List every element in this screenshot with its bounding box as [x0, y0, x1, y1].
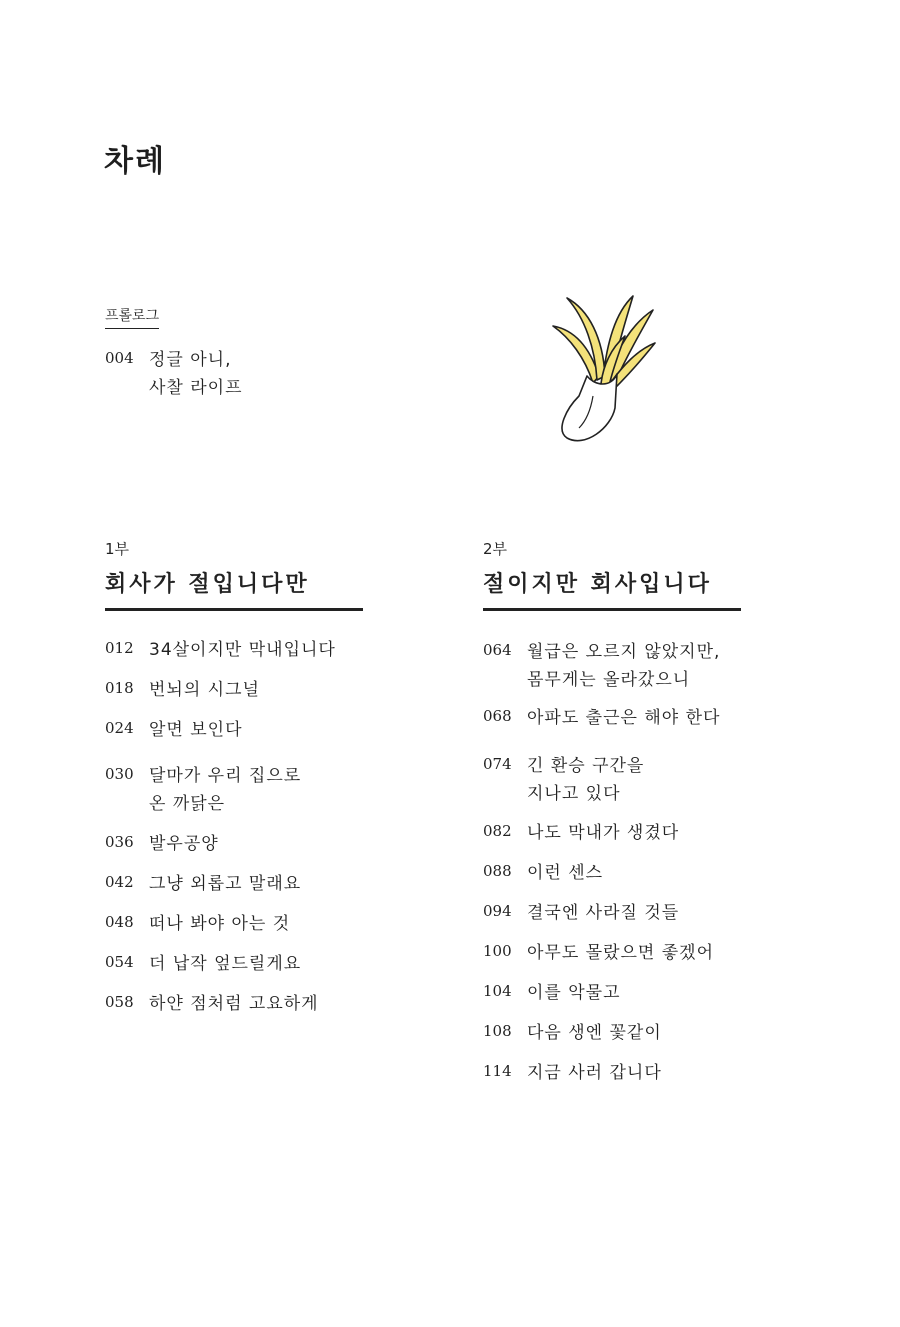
entry-page-number: 068 [483, 707, 512, 725]
toc-entry[interactable] [105, 910, 290, 938]
part-1-header [105, 538, 363, 611]
part-label: 2부 [483, 540, 508, 558]
prologue-entry[interactable] [105, 346, 243, 402]
entry-page-number: 048 [105, 913, 134, 931]
entry-title: 번뇌의 시그널 [149, 680, 260, 700]
toc-entry[interactable] [105, 990, 319, 1018]
entry-title: 나도 막내가 생겼다 [527, 823, 680, 843]
page-title: 차례 [104, 144, 166, 179]
entry-page-number: 030 [105, 765, 134, 783]
entry-title: 정글 아니, 사찰 라이프 [149, 350, 243, 398]
entry-page-number: 064 [483, 641, 512, 659]
entry-title: 긴 환승 구간을 지나고 있다 [527, 756, 645, 804]
entry-title: 아파도 출근은 해야 한다 [527, 708, 721, 728]
entry-page-number: 094 [483, 902, 512, 920]
entry-title: 아무도 몰랐으면 좋겠어 [527, 943, 715, 963]
entry-title: 달마가 우리 집으로 온 까닭은 [149, 766, 302, 814]
toc-entry[interactable] [483, 899, 679, 927]
toc-entry[interactable] [483, 1059, 662, 1087]
entry-page-number: 074 [483, 755, 512, 773]
entry-page-number: 042 [105, 873, 134, 891]
entry-page-number: 012 [105, 639, 134, 657]
entry-title: 이를 악물고 [527, 983, 621, 1003]
plant-illustration [545, 288, 660, 448]
entry-page-number: 058 [105, 993, 134, 1011]
toc-entry[interactable] [105, 636, 336, 664]
entry-page-number: 004 [105, 349, 134, 367]
entry-page-number: 100 [483, 942, 512, 960]
entry-page-number: 088 [483, 862, 512, 880]
toc-entry[interactable] [483, 939, 714, 967]
toc-entry[interactable] [105, 950, 301, 978]
toc-entry[interactable] [483, 819, 679, 847]
part-title: 절이지만 회사입니다 [483, 567, 741, 611]
entry-title: 결국엔 사라질 것들 [527, 903, 680, 923]
entry-title: 월급은 오르지 않았지만, 몸무게는 올라갔으니 [527, 642, 721, 690]
entry-page-number: 054 [105, 953, 134, 971]
entry-page-number: 036 [105, 833, 134, 851]
part-2-header [483, 538, 741, 611]
entry-page-number: 108 [483, 1022, 512, 1040]
entry-page-number: 082 [483, 822, 512, 840]
toc-entry[interactable] [483, 1019, 662, 1047]
entry-title: 알면 보인다 [149, 720, 243, 740]
toc-entry[interactable] [483, 859, 603, 887]
entry-title: 하얀 점처럼 고요하게 [149, 994, 319, 1014]
toc-entry[interactable] [105, 676, 260, 704]
toc-entry[interactable] [105, 762, 301, 818]
toc-entry[interactable] [483, 979, 621, 1007]
prologue-label: 프롤로그 [105, 305, 159, 329]
entry-title: 다음 생엔 꽃같이 [527, 1023, 662, 1043]
entry-page-number: 024 [105, 719, 134, 737]
entry-title: 지금 사러 갑니다 [527, 1063, 662, 1083]
entry-title: 이런 센스 [527, 863, 604, 883]
entry-title: 떠나 봐야 아는 것 [149, 914, 291, 934]
entry-page-number: 018 [105, 679, 134, 697]
toc-entry[interactable] [105, 870, 301, 898]
entry-page-number: 114 [483, 1062, 512, 1080]
toc-entry[interactable] [105, 830, 219, 858]
entry-page-number: 104 [483, 982, 512, 1000]
toc-entry[interactable] [483, 704, 720, 732]
entry-title: 그냥 외롭고 말래요 [149, 874, 302, 894]
toc-entry[interactable] [105, 716, 243, 744]
entry-title: 34살이지만 막내입니다 [149, 640, 336, 660]
toc-entry[interactable] [483, 638, 720, 694]
part-title: 회사가 절입니다만 [105, 567, 363, 611]
entry-title: 더 납작 엎드릴게요 [149, 954, 302, 974]
entry-title: 발우공양 [149, 834, 219, 854]
part-label: 1부 [105, 540, 130, 558]
toc-entry[interactable] [483, 752, 644, 808]
